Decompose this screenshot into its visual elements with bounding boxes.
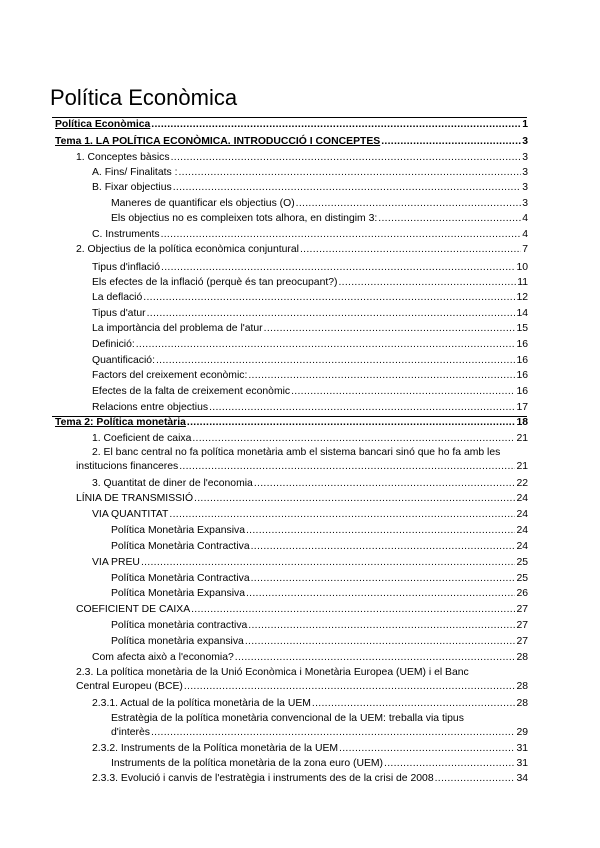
toc-entry-page: 28 bbox=[516, 698, 528, 709]
toc-entry[interactable] bbox=[55, 416, 528, 430]
toc-entry-page: 24 bbox=[516, 525, 528, 536]
document-title: Política Econòmica bbox=[50, 85, 238, 110]
toc-entry-page: 24 bbox=[516, 541, 528, 552]
toc-entry[interactable] bbox=[92, 181, 528, 195]
toc-entry-label: Maneres de quantificar els objectius (O) bbox=[111, 198, 295, 209]
toc-entry-label: Definició: bbox=[92, 339, 135, 350]
toc-entry[interactable] bbox=[92, 228, 528, 242]
toc-entry-page: 34 bbox=[516, 773, 528, 784]
toc-entry[interactable] bbox=[92, 166, 528, 180]
toc-entry-page: 16 bbox=[516, 370, 528, 381]
toc-entry-label: Els efectes de la inflació (perquè és tan preocupant?) bbox=[92, 277, 338, 288]
toc-entry-label: LÍNIA DE TRANSMISSIÓ bbox=[76, 493, 194, 504]
toc-entry[interactable] bbox=[92, 508, 528, 522]
toc-entry[interactable] bbox=[111, 197, 528, 211]
toc-entry-label: VIA PREU bbox=[92, 557, 140, 568]
toc-entry-page: 27 bbox=[516, 636, 528, 647]
toc-entry[interactable] bbox=[92, 772, 528, 786]
toc-entry[interactable] bbox=[111, 635, 528, 649]
toc-entry-label: Efectes de la falta de creixement econòmic bbox=[92, 386, 291, 397]
toc-entry-label: Tipus d'inflació bbox=[92, 262, 161, 273]
toc-entry-page: 18 bbox=[516, 417, 528, 428]
toc-entry-label: Política Monetària Expansiva bbox=[111, 588, 245, 599]
toc-entry[interactable] bbox=[55, 118, 528, 132]
toc-entry-page: 3 bbox=[522, 167, 528, 178]
toc-entry-page: 4 bbox=[522, 213, 528, 224]
toc-entry-label: Els objectius no es compleixen tots alhora, en distingim 3: bbox=[111, 213, 378, 224]
toc-entry-page: 1 bbox=[522, 119, 528, 130]
toc-entry[interactable] bbox=[92, 322, 528, 336]
toc-entry-label: 1. Conceptes bàsics bbox=[76, 152, 170, 163]
toc-entry[interactable] bbox=[92, 651, 528, 665]
toc-entry-label: 3. Quantitat de diner de l'economia bbox=[92, 478, 253, 489]
toc-entry[interactable] bbox=[92, 385, 528, 399]
toc-entry-label: La importància del problema de l'atur bbox=[92, 323, 263, 334]
toc-entry-page: 27 bbox=[516, 604, 528, 615]
toc-entry-label-line1: Estratègia de la política monetària convencional de la UEM: treballa via tipus bbox=[111, 713, 464, 724]
toc-entry[interactable] bbox=[76, 243, 528, 257]
toc-entry-page: 14 bbox=[516, 308, 528, 319]
toc-entry[interactable] bbox=[76, 151, 528, 165]
toc-entry-label: Com afecta això a l'economia? bbox=[92, 652, 234, 663]
toc-entry-page: 25 bbox=[516, 557, 528, 568]
toc-entry[interactable] bbox=[76, 603, 528, 617]
toc-entry-label: Quantificació: bbox=[92, 355, 155, 366]
toc-entry-page: 16 bbox=[516, 339, 528, 350]
toc-entry-page: 10 bbox=[516, 262, 528, 273]
toc-entry-page: 17 bbox=[516, 402, 528, 413]
toc-entry-page: 31 bbox=[516, 758, 528, 769]
toc-entry-label: La deflació bbox=[92, 292, 143, 303]
toc-entry-label: d'interès bbox=[111, 727, 150, 738]
toc-entry[interactable] bbox=[92, 261, 528, 275]
toc-entry-page: 31 bbox=[516, 743, 528, 754]
toc-entry-label: Política Econòmica bbox=[55, 119, 151, 130]
toc-entry[interactable] bbox=[92, 354, 528, 368]
toc-entry[interactable] bbox=[55, 135, 528, 149]
toc-entry[interactable] bbox=[111, 212, 528, 226]
toc-entry[interactable] bbox=[111, 587, 528, 601]
toc-entry-page: 11 bbox=[517, 277, 528, 288]
toc-entry-label: VIA QUANTITAT bbox=[92, 509, 169, 520]
toc-entry-page: 12 bbox=[516, 292, 528, 303]
toc-entry-label: B. Fixar objectius bbox=[92, 182, 172, 193]
toc-entry-label: Política Monetària Contractiva bbox=[111, 573, 250, 584]
toc-entry[interactable] bbox=[92, 307, 528, 321]
toc-entry-label: C. Instruments bbox=[92, 229, 160, 240]
toc-entry-label: Tema 1. LA POLÍTICA ECONÒMICA. INTRODUCCIÓ I CONCEPTES bbox=[55, 136, 381, 147]
toc-entry-page: 16 bbox=[516, 386, 528, 397]
toc-entry-label: Factors del creixement econòmic: bbox=[92, 370, 248, 381]
toc-entry-label: Central Europeu (BCE) bbox=[76, 681, 183, 692]
toc-entry-label-line1: 2. El banc central no fa política monetària amb el sistema bancari sinó que ho fa amb les bbox=[92, 447, 501, 458]
toc-entry-page: 24 bbox=[516, 509, 528, 520]
toc-entry[interactable] bbox=[111, 572, 528, 586]
toc-entry[interactable] bbox=[111, 540, 528, 554]
toc-entry[interactable] bbox=[92, 369, 528, 383]
toc-entry[interactable] bbox=[92, 291, 528, 305]
toc-entry-label: Política Monetària Expansiva bbox=[111, 525, 245, 536]
toc-entry-page: 28 bbox=[516, 681, 528, 692]
toc-entry[interactable] bbox=[92, 338, 528, 352]
toc-entry-page: 28 bbox=[516, 652, 528, 663]
toc-entry-label: 2. Objectius de la política econòmica conjuntural bbox=[76, 244, 299, 255]
toc-entry-label: Instruments de la política monetària de la zona euro (UEM) bbox=[111, 758, 384, 769]
toc-entry[interactable] bbox=[76, 460, 528, 474]
toc-entry-label: 1. Coeficient de caixa bbox=[92, 433, 192, 444]
toc-entry-page: 3 bbox=[522, 152, 528, 163]
toc-entry[interactable] bbox=[111, 619, 528, 633]
toc-entry-page: 4 bbox=[522, 229, 528, 240]
toc-entry[interactable] bbox=[92, 432, 528, 446]
toc-entry[interactable] bbox=[92, 697, 528, 711]
toc-entry-page: 15 bbox=[516, 323, 528, 334]
toc-entry[interactable] bbox=[76, 680, 528, 694]
toc-entry-page: 26 bbox=[516, 588, 528, 599]
toc-entry-page: 27 bbox=[516, 620, 528, 631]
toc-entry-page: 22 bbox=[516, 478, 528, 489]
toc-entry[interactable] bbox=[92, 276, 528, 290]
toc-entry-label: institucions financeres bbox=[76, 461, 179, 472]
toc-entry-label: 2.3.3. Evolució i canvis de l'estratègia i instruments des de la crisi de 2008 bbox=[92, 773, 434, 784]
toc-entry-page: 16 bbox=[516, 355, 528, 366]
toc-entry-label: 2.3.2. Instruments de la Política monetària de la UEM bbox=[92, 743, 339, 754]
toc-entry-page: 21 bbox=[516, 461, 528, 472]
toc-entry-page: 3 bbox=[522, 136, 528, 147]
toc-entry-page: 29 bbox=[516, 727, 528, 738]
toc-entry-label: Política Monetària Contractiva bbox=[111, 541, 250, 552]
toc-entry-page: 24 bbox=[516, 493, 528, 504]
toc-entry-label-line1: 2.3. La política monetària de la Unió Econòmica i Monetària Europea (UEM) i el Banc bbox=[76, 667, 469, 678]
toc-entry-label: 2.3.1. Actual de la política monetària de la UEM bbox=[92, 698, 311, 709]
toc-entry[interactable] bbox=[92, 477, 528, 491]
toc-entry-page: 3 bbox=[522, 198, 528, 209]
toc-entry[interactable] bbox=[76, 492, 528, 506]
toc-entry[interactable] bbox=[111, 524, 528, 538]
toc-entry[interactable] bbox=[111, 757, 528, 771]
toc-entry-page: 21 bbox=[516, 433, 528, 444]
toc-entry[interactable] bbox=[92, 401, 528, 415]
toc-entry-label: Relacions entre objectius bbox=[92, 402, 209, 413]
toc-entry-page: 3 bbox=[522, 182, 528, 193]
toc-entry-label: A. Fins/ Finalitats : bbox=[92, 167, 178, 178]
toc-entry-label: Tema 2: Política monetària bbox=[55, 417, 186, 428]
toc-entry[interactable] bbox=[92, 742, 528, 756]
toc-entry-page: 7 bbox=[522, 244, 528, 255]
toc-entry[interactable] bbox=[92, 556, 528, 570]
toc-entry-label: COEFICIENT DE CAIXA bbox=[76, 604, 191, 615]
toc-entry-label: Política monetària expansiva bbox=[111, 636, 244, 647]
toc-entry-label: Política monetària contractiva bbox=[111, 620, 248, 631]
toc-entry-page: 25 bbox=[516, 573, 528, 584]
toc-entry[interactable] bbox=[111, 726, 528, 740]
toc-entry-label: Tipus d'atur bbox=[92, 308, 146, 319]
